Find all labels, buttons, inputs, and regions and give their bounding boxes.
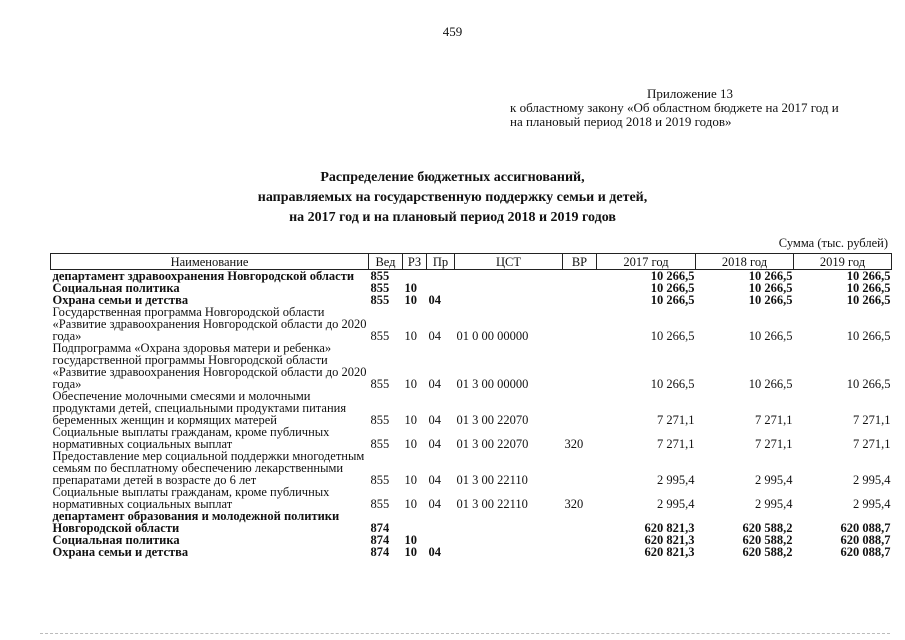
table-row [51, 450, 892, 486]
cell-cst: 01 3 00 22110 [456, 473, 528, 487]
header-rz: РЗ [403, 254, 427, 270]
cell-y2018: 620 588,2 [742, 521, 793, 535]
cell-rz: 10 [404, 293, 417, 307]
cell-rz [403, 510, 427, 534]
cell-name: Предоставление мер социальной поддержки многодетным семьям по бесплатному обеспечению лекарственными препаратами детей в возрасте до 6 лет [52, 449, 365, 487]
cell-y2018: 10 266,5 [748, 293, 793, 307]
cell-rz: 10 [404, 497, 417, 511]
cell-y2018: 10 266,5 [748, 377, 793, 391]
cell-rz: 10 [404, 281, 417, 295]
cell-vr: 320 [564, 437, 584, 451]
cell-y2019: 7 271,1 [853, 413, 891, 427]
cell-cst: 01 0 00 00000 [456, 329, 529, 343]
cell-y2018: 7 271,1 [755, 413, 793, 427]
appendix-note [510, 87, 900, 129]
budget-table [50, 253, 892, 558]
cell-y2019: 10 266,5 [846, 293, 891, 307]
cell-y2019: 10 266,5 [846, 377, 891, 391]
header-vr: ВР [563, 254, 597, 270]
header-ved: Вед [369, 254, 403, 270]
cell-y2017: 10 266,5 [650, 329, 695, 343]
page-bottom-edge [40, 633, 890, 635]
document-title [0, 168, 905, 228]
header-name: Наименование [51, 254, 369, 270]
cell-y2019: 7 271,1 [853, 437, 891, 451]
cell-cst: 01 3 00 00000 [456, 377, 529, 391]
cell-name: департамент образования и молодежной политики Новгородской области [52, 509, 340, 535]
cell-vr [563, 306, 597, 342]
cell-vr [563, 450, 597, 486]
cell-name: Обеспечение молочными смесями и молочными продуктами детей, специальными продуктами питания беременных женщин и кормящих матерей [52, 389, 347, 427]
header-cst: ЦСТ [455, 254, 563, 270]
cell-name: Охрана семьи и детства [52, 293, 189, 307]
cell-cst: 01 3 00 22110 [456, 497, 528, 511]
cell-name: Подпрограмма «Охрана здоровья матери и ребенка» государственной программы Новгородской области «Развитие здравоохранения Новгородской области до 2020 года» [52, 341, 367, 391]
cell-y2017: 620 821,3 [644, 545, 695, 559]
table-row [51, 306, 892, 342]
cell-y2017: 10 266,5 [650, 377, 695, 391]
header-2019: 2019 год [794, 254, 892, 270]
table-row [51, 342, 892, 390]
cell-pr: 04 [428, 293, 441, 307]
cell-y2019: 620 088,7 [840, 521, 891, 535]
table-row [51, 510, 892, 534]
cell-cst [455, 282, 563, 294]
table-row [51, 426, 892, 450]
cell-y2017: 620 821,3 [644, 521, 695, 535]
cell-y2018: 2 995,4 [755, 497, 793, 511]
table-row [51, 486, 892, 510]
cell-rz: 10 [404, 413, 417, 427]
cell-y2018: 10 266,5 [748, 281, 793, 295]
cell-y2019: 10 266,5 [846, 269, 891, 283]
cell-cst [455, 270, 563, 283]
cell-name: Социальная политика [52, 281, 180, 295]
cell-cst [455, 546, 563, 558]
cell-y2019: 620 088,7 [840, 545, 891, 559]
header-2018: 2018 год [696, 254, 794, 270]
appendix-line-1: Приложение 13 [647, 86, 734, 101]
cell-name: Социальные выплаты гражданам, кроме публичных нормативных социальных выплат [52, 425, 330, 451]
cell-y2019: 2 995,4 [853, 473, 891, 487]
cell-ved: 855 [370, 269, 390, 283]
cell-y2018: 2 995,4 [755, 473, 793, 487]
cell-vr [563, 546, 597, 558]
cell-y2019: 10 266,5 [846, 329, 891, 343]
cell-y2017: 10 266,5 [650, 293, 695, 307]
cell-vr [563, 534, 597, 546]
cell-vr [563, 510, 597, 534]
cell-name: Социальная политика [52, 533, 180, 547]
cell-pr: 04 [428, 437, 441, 451]
cell-y2017: 2 995,4 [657, 473, 695, 487]
cell-y2017: 620 821,3 [644, 533, 695, 547]
cell-ved: 855 [370, 497, 390, 511]
title-line-2: направляемых на государственную поддержку семьи и детей, [257, 190, 648, 205]
cell-rz: 10 [404, 545, 417, 559]
cell-y2018: 10 266,5 [748, 269, 793, 283]
table-header-row [51, 254, 892, 270]
cell-vr: 320 [564, 497, 584, 511]
cell-vr [563, 342, 597, 390]
cell-ved: 874 [370, 533, 390, 547]
table-row [51, 390, 892, 426]
cell-cst: 01 3 00 22070 [456, 437, 529, 451]
cell-pr: 04 [428, 473, 441, 487]
cell-y2017: 7 271,1 [657, 413, 695, 427]
cell-name: Социальные выплаты гражданам, кроме публичных нормативных социальных выплат [52, 485, 330, 511]
cell-ved: 874 [370, 545, 390, 559]
appendix-line-3: на плановый период 2018 и 2019 годов» [510, 114, 732, 129]
cell-y2018: 620 588,2 [742, 545, 793, 559]
cell-cst [455, 294, 563, 306]
cell-y2019: 2 995,4 [853, 497, 891, 511]
cell-ved: 855 [370, 437, 390, 451]
cell-y2018: 10 266,5 [748, 329, 793, 343]
cell-ved: 855 [370, 329, 390, 343]
cell-cst: 01 3 00 22070 [456, 413, 529, 427]
cell-y2018: 7 271,1 [755, 437, 793, 451]
cell-name: Государственная программа Новгородской области «Развитие здравоохранения Новгородской области до 2020 года» [52, 305, 367, 343]
header-pr: Пр [427, 254, 455, 270]
cell-rz: 10 [404, 437, 417, 451]
cell-vr [563, 390, 597, 426]
cell-vr [563, 294, 597, 306]
page-number: 459 [442, 24, 463, 39]
title-line-1: Распределение бюджетных ассигнований, [320, 170, 585, 185]
cell-name: департамент здравоохранения Новгородской области [52, 269, 355, 283]
cell-ved: 855 [370, 293, 390, 307]
cell-vr [563, 270, 597, 283]
cell-name: Охрана семьи и детства [52, 545, 189, 559]
cell-rz: 10 [404, 473, 417, 487]
cell-pr: 04 [428, 545, 441, 559]
table-row [51, 546, 892, 558]
cell-y2017: 10 266,5 [650, 269, 695, 283]
cell-ved: 855 [370, 473, 390, 487]
cell-pr: 04 [428, 377, 441, 391]
cell-y2017: 2 995,4 [657, 497, 695, 511]
cell-pr: 04 [428, 497, 441, 511]
cell-y2019: 10 266,5 [846, 281, 891, 295]
appendix-line-2: к областному закону «Об областном бюджете на 2017 год и [510, 100, 839, 115]
cell-y2017: 7 271,1 [657, 437, 695, 451]
cell-y2018: 620 588,2 [742, 533, 793, 547]
title-line-3: на 2017 год и на плановый период 2018 и 2019 годов [289, 210, 616, 225]
cell-cst [455, 510, 563, 534]
units-label: Сумма (тыс. рублей) [778, 236, 888, 250]
cell-y2017: 10 266,5 [650, 281, 695, 295]
cell-pr: 04 [428, 413, 441, 427]
cell-pr [427, 510, 455, 534]
cell-ved: 855 [370, 377, 390, 391]
header-2017: 2017 год [597, 254, 696, 270]
cell-rz: 10 [404, 377, 417, 391]
cell-pr: 04 [428, 329, 441, 343]
cell-pr [427, 270, 455, 283]
cell-y2019: 620 088,7 [840, 533, 891, 547]
cell-ved: 874 [370, 521, 390, 535]
cell-cst [455, 534, 563, 546]
cell-vr [563, 282, 597, 294]
cell-ved: 855 [370, 413, 390, 427]
cell-ved: 855 [370, 281, 390, 295]
cell-rz: 10 [404, 533, 417, 547]
cell-rz: 10 [404, 329, 417, 343]
